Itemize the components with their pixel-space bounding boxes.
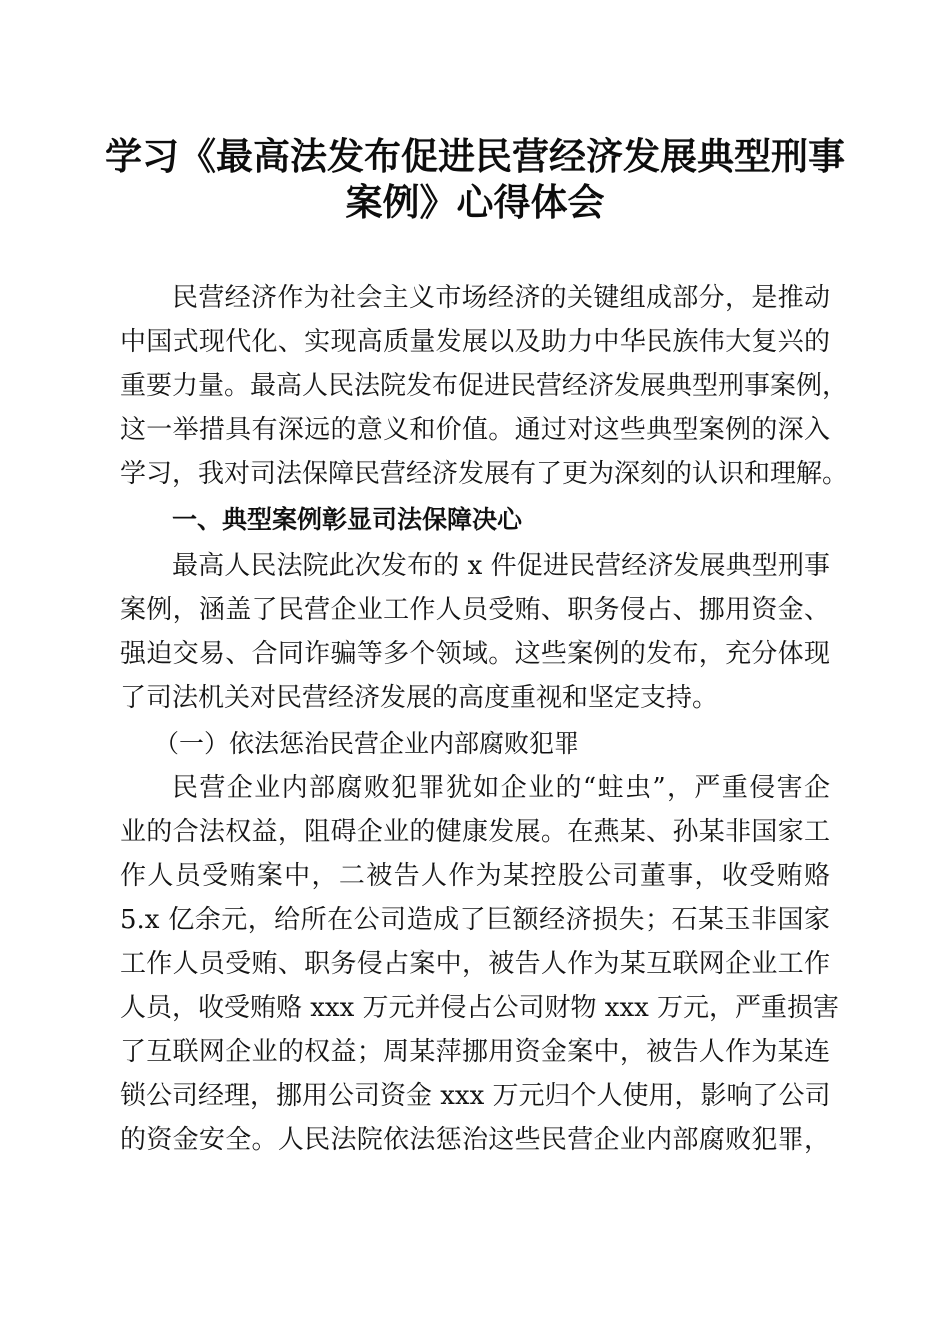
paragraph-2-line-1: 最高人民法院此次发布的 x 件促进民营经济发展典型刑事 xyxy=(172,551,830,581)
paragraph-1-line-3: 重要力量。最高人民法院发布促进民营经济发展典型刑事案例， xyxy=(120,371,849,401)
paragraph-3-line-3: 作人员受贿案中，二被告人作为某控股公司董事，收受贿赂 xyxy=(120,861,830,891)
subsection-heading-1: （一）依法惩治民营企业内部腐败犯罪 xyxy=(154,729,580,758)
paragraph-3-line-1: 民营企业内部腐败犯罪犹如企业的“蛀虫”，严重侵害企 xyxy=(172,773,830,803)
document-title-line-1: 学习《最高法发布促进民营经济发展典型刑事 xyxy=(105,135,845,178)
paragraph-3-line-5: 工作人员受贿、职务侵占案中，被告人作为某互联网企业工作 xyxy=(120,949,830,979)
paragraph-3-line-8: 锁公司经理，挪用公司资金 xxx 万元归个人使用，影响了公司 xyxy=(120,1081,831,1111)
paragraph-3-line-6: 人员，收受贿赂 xxx 万元并侵占公司财物 xxx 万元，严重损害 xyxy=(120,993,840,1023)
paragraph-3-line-9: 的资金安全。人民法院依法惩治这些民营企业内部腐败犯罪， xyxy=(120,1125,830,1155)
paragraph-1-line-2: 中国式现代化、实现高质量发展以及助力中华民族伟大复兴的 xyxy=(120,327,830,357)
section-heading-1: 一、典型案例彰显司法保障决心 xyxy=(172,505,523,534)
paragraph-3-line-7: 了互联网企业的权益；周某萍挪用资金案中，被告人作为某连 xyxy=(120,1037,830,1067)
paragraph-1-line-4: 这一举措具有深远的意义和价值。通过对这些典型案例的深入 xyxy=(120,415,830,445)
paragraph-1-line-5: 学习，我对司法保障民营经济发展有了更为深刻的认识和理解。 xyxy=(120,459,849,489)
paragraph-1-line-1: 民营经济作为社会主义市场经济的关键组成部分，是推动 xyxy=(172,283,830,313)
paragraph-2-line-3: 强迫交易、合同诈骗等多个领域。这些案例的发布，充分体现 xyxy=(120,639,830,669)
document-title-line-2: 案例》心得体会 xyxy=(345,181,605,224)
paragraph-3-line-2: 业的合法权益，阻碍企业的健康发展。在燕某、孙某非国家工 xyxy=(120,817,830,847)
paragraph-3-line-4: 5.x 亿余元，给所在公司造成了巨额经济损失；石某玉非国家 xyxy=(120,905,830,935)
paragraph-2-line-2: 案例，涵盖了民营企业工作人员受贿、职务侵占、挪用资金、 xyxy=(120,595,830,625)
paragraph-2-line-4: 了司法机关对民营经济发展的高度重视和坚定支持。 xyxy=(120,683,719,713)
